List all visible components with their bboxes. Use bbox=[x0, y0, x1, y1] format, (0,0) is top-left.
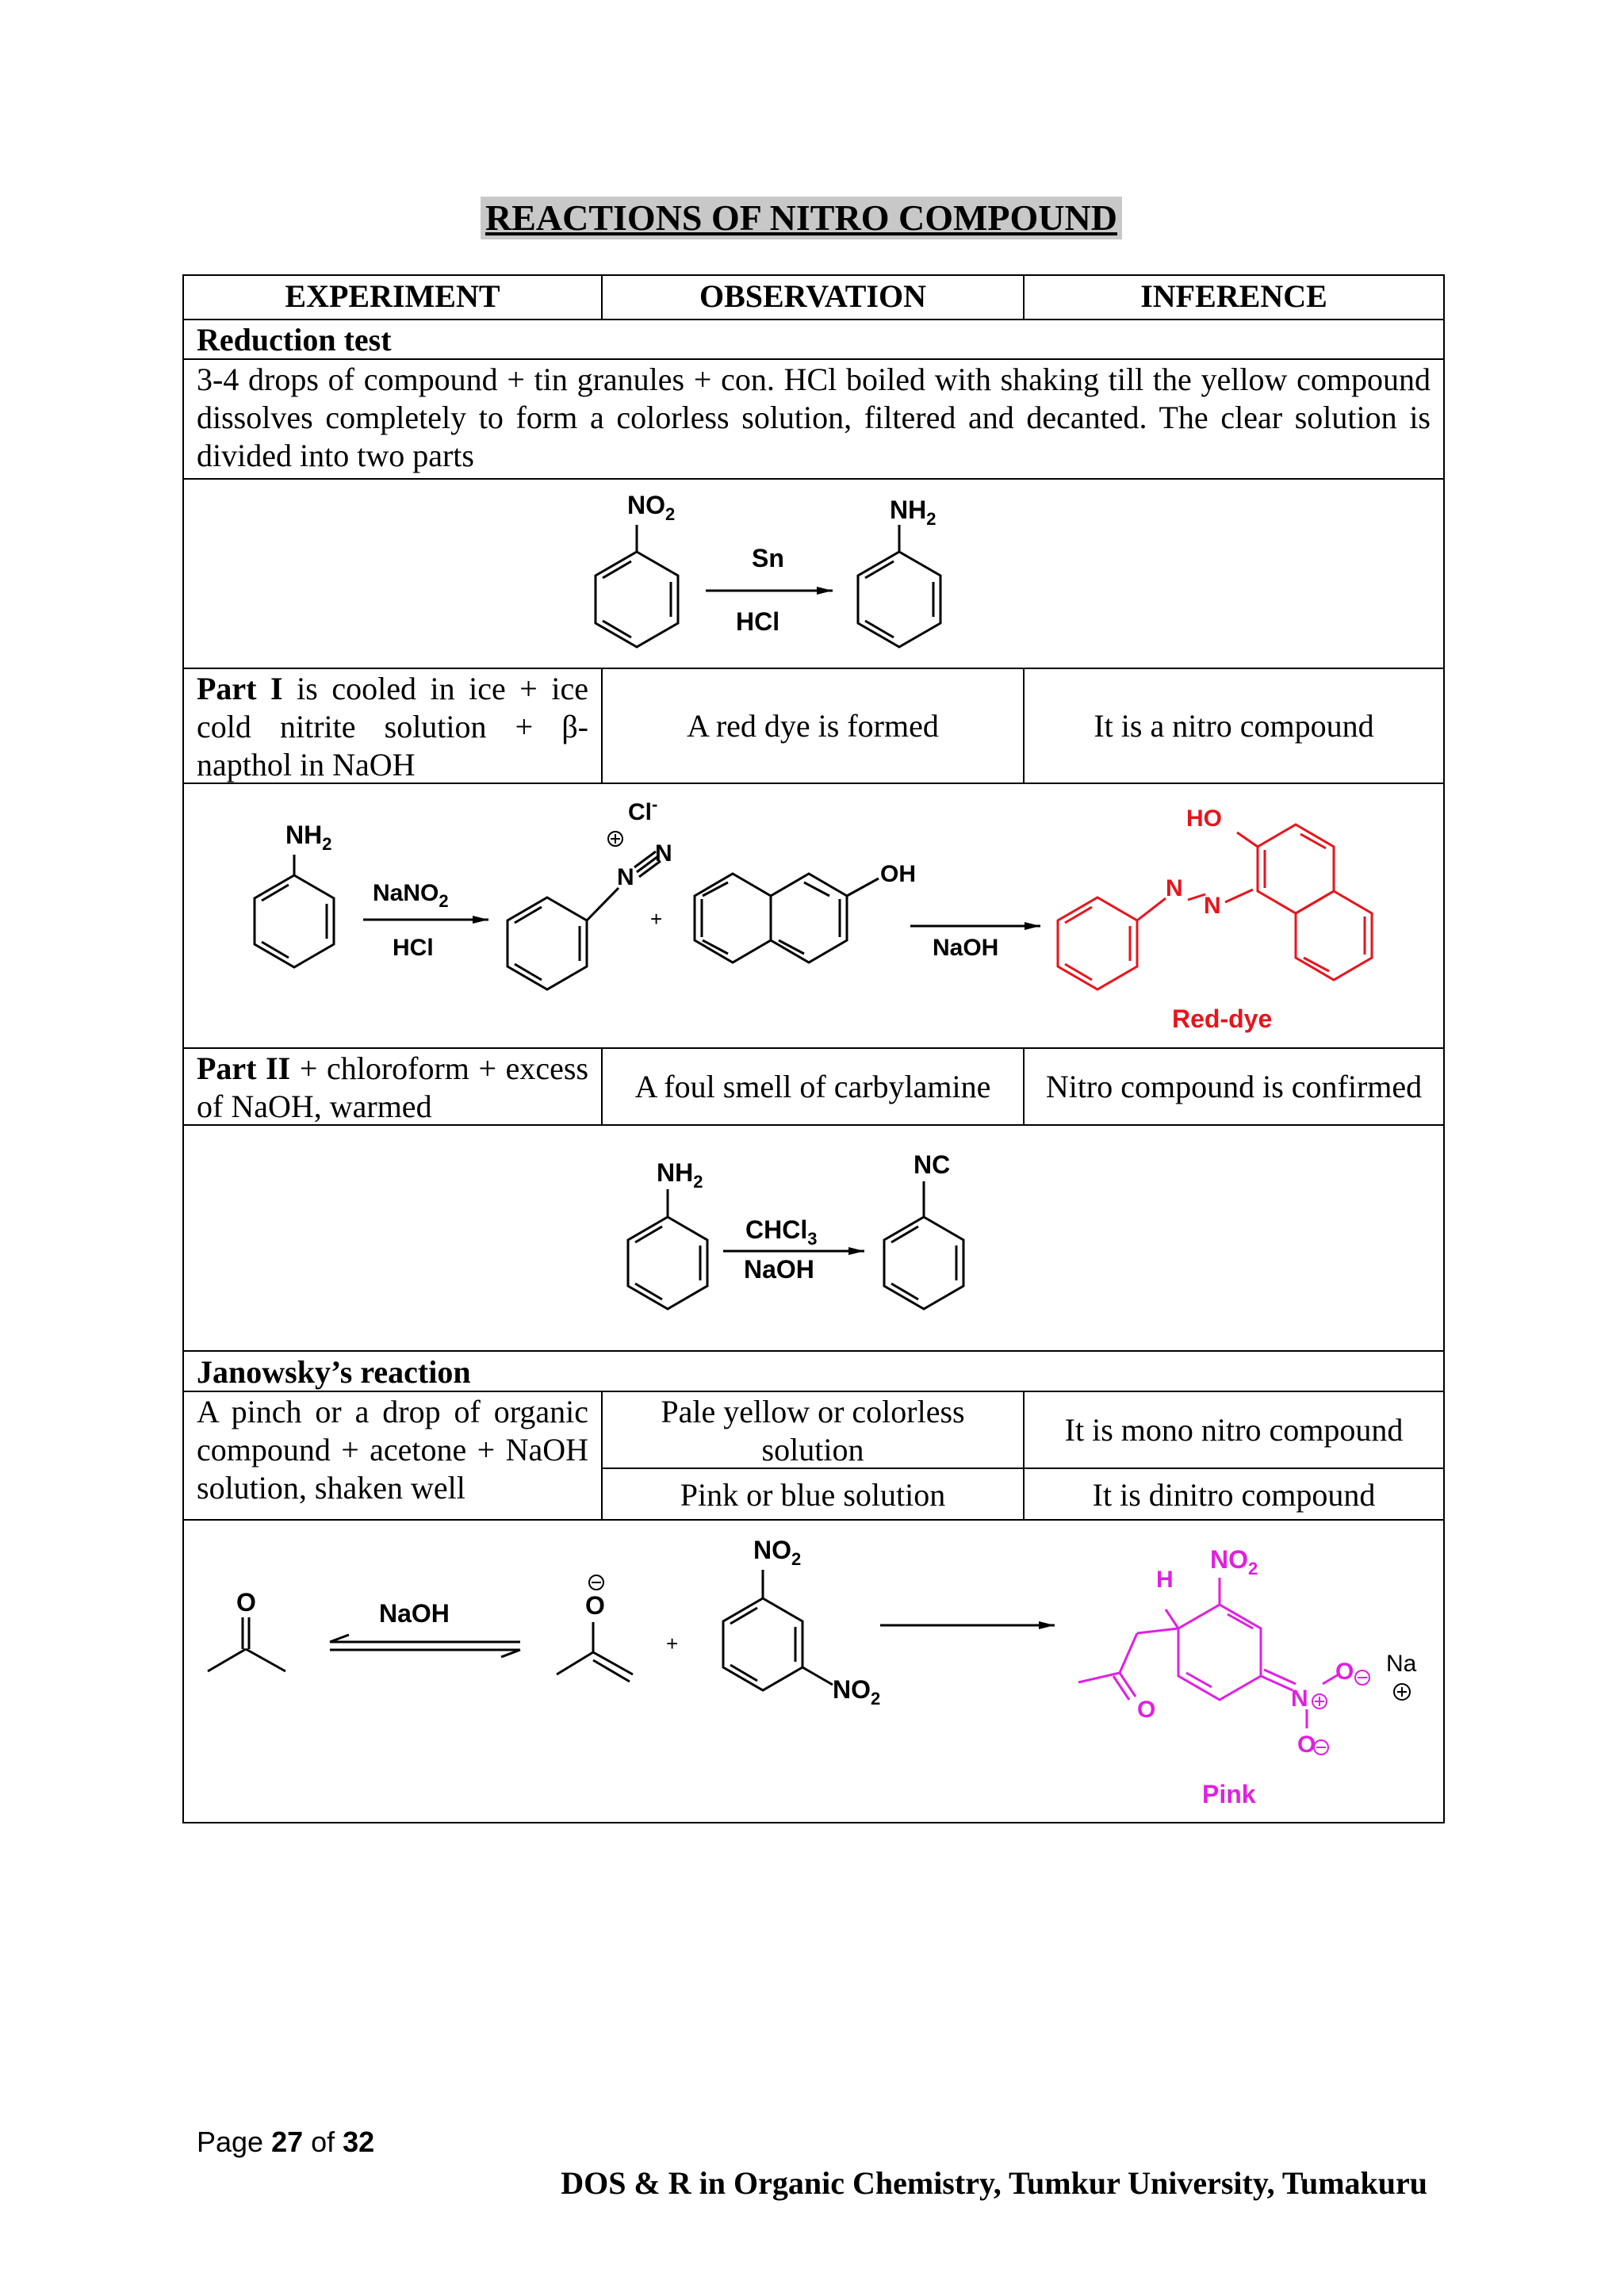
page-number bbox=[197, 2125, 374, 2160]
nitronate-o2: O bbox=[1297, 1732, 1316, 1758]
reagent-naoh: NaOH bbox=[933, 935, 999, 961]
page-of: of bbox=[303, 2126, 343, 2158]
nitro-label-1: $NO_2$ bbox=[753, 1536, 802, 1569]
azo-dye-scheme bbox=[255, 794, 1372, 1033]
reagent-hcl: HCl bbox=[736, 607, 780, 636]
part1-inference: It is a nitro compound bbox=[1094, 708, 1374, 744]
ketone-oxygen: O bbox=[1137, 1697, 1156, 1723]
header-inference: INFERENCE bbox=[1140, 278, 1327, 314]
isocyanide-structure bbox=[884, 1181, 963, 1309]
nitro-label-2: $NO_2$ bbox=[833, 1675, 881, 1709]
diazonium-structure bbox=[508, 832, 661, 989]
hydrogen-label: H bbox=[1156, 1567, 1174, 1593]
header-observation: OBSERVATION bbox=[699, 278, 927, 314]
nitronate-n: N bbox=[1291, 1686, 1308, 1712]
part2-inference: Nitro compound is confirmed bbox=[1045, 1069, 1423, 1104]
janowsky-scheme bbox=[208, 1536, 1417, 1808]
janowsky-inference-mono: It is mono nitro compound bbox=[1064, 1412, 1404, 1448]
aniline-structure-3 bbox=[628, 1189, 707, 1309]
janowsky-inference-di: It is dinitro compound bbox=[1092, 1477, 1376, 1513]
reagent-naoh-3: NaOH bbox=[379, 1599, 450, 1628]
chloride-label: Cl- bbox=[628, 794, 658, 825]
nitronate-o1: O bbox=[1335, 1659, 1354, 1685]
aniline-structure-2 bbox=[255, 855, 334, 967]
part2-experiment-text: + chloroform + excess of NaOH, warmed bbox=[197, 1050, 589, 1124]
part1-experiment-text: is cooled in ice + ice cold nitrite solution + β-napthol in NaOH bbox=[197, 671, 588, 783]
reagent-naoh-2: NaOH bbox=[744, 1255, 814, 1284]
dye-hydroxyl: HO bbox=[1186, 806, 1222, 832]
janowsky-observation-mono: Pale yellow or colorless solution bbox=[661, 1394, 965, 1468]
reagent-chcl3: CHCl$_3$ bbox=[745, 1215, 818, 1249]
part2-label: Part II bbox=[197, 1050, 291, 1086]
acetone-oxygen: O bbox=[236, 1588, 256, 1617]
nitro-label-3: $NO_2$ bbox=[1210, 1545, 1258, 1578]
dinitrobenzene-structure bbox=[723, 1570, 833, 1690]
reagent-hcl-2: HCl bbox=[393, 935, 434, 961]
part2-observation: A foul smell of carbylamine bbox=[634, 1069, 991, 1104]
reagent-sn: Sn bbox=[752, 544, 784, 572]
diazo-n2: N bbox=[655, 840, 672, 867]
carbylamine-scheme bbox=[628, 1150, 963, 1309]
institution-footer: DOS & R in Organic Chemistry, Tumkur University, Tumakuru bbox=[561, 2165, 1427, 2201]
red-dye-label: Red-dye bbox=[1172, 1004, 1273, 1033]
sodium-label: Na bbox=[1386, 1651, 1417, 1677]
sodium-charge-icon bbox=[1394, 1684, 1410, 1700]
product-group-label: $NH_2$ bbox=[890, 496, 936, 529]
azo-n2: N bbox=[1204, 893, 1221, 919]
nitrobenzene-structure bbox=[596, 525, 678, 647]
pink-label: Pink bbox=[1202, 1780, 1256, 1808]
page-title: REACTIONS OF NITRO COMPOUND bbox=[481, 197, 1122, 239]
page-current: 27 bbox=[271, 2126, 304, 2158]
janowsky-observation-di: Pink or blue solution bbox=[680, 1477, 946, 1513]
reduction-heading: Reduction test bbox=[197, 322, 392, 358]
janowsky-heading: Janowsky’s reaction bbox=[197, 1354, 471, 1390]
amine-label-2: $NH_2$ bbox=[657, 1158, 703, 1192]
equilibrium-arrows bbox=[330, 1635, 520, 1657]
acetone-structure bbox=[208, 1617, 285, 1671]
diazo-n1: N bbox=[617, 864, 634, 890]
part1-label: Part I bbox=[197, 671, 283, 706]
azo-n1: N bbox=[1166, 875, 1183, 901]
page-prefix: Page bbox=[197, 2126, 272, 2158]
reagent-nano2: NaNO$_2$ bbox=[373, 880, 449, 911]
amine-label: $NH_2$ bbox=[285, 821, 332, 854]
meisenheimer-complex-structure bbox=[1078, 1578, 1369, 1755]
plus-sign: + bbox=[650, 907, 663, 931]
aniline-structure bbox=[858, 525, 940, 647]
naphthol-structure bbox=[695, 874, 879, 962]
page-total: 32 bbox=[343, 2126, 375, 2158]
part1-observation: A red dye is formed bbox=[687, 708, 939, 744]
reduction-scheme bbox=[596, 491, 940, 647]
reduction-procedure: 3-4 drops of compound + tin granules + con. HCl boiled with shaking till the yellow compound dissolves completely to form a colorless solution, filtered and decanted. The clear solution is divided into two parts bbox=[197, 362, 1431, 473]
plus-sign-2: + bbox=[666, 1632, 679, 1655]
reactant-group-label: $NO_2$ bbox=[627, 491, 676, 524]
isocyanide-label: NC bbox=[914, 1150, 951, 1179]
enolate-oxygen: O bbox=[585, 1591, 605, 1620]
hydroxyl-label: OH bbox=[880, 861, 916, 887]
janowsky-procedure: A pinch or a drop of organic compound + acetone + NaOH solution, shaken well bbox=[197, 1394, 588, 1506]
header-experiment: EXPERIMENT bbox=[285, 278, 500, 314]
